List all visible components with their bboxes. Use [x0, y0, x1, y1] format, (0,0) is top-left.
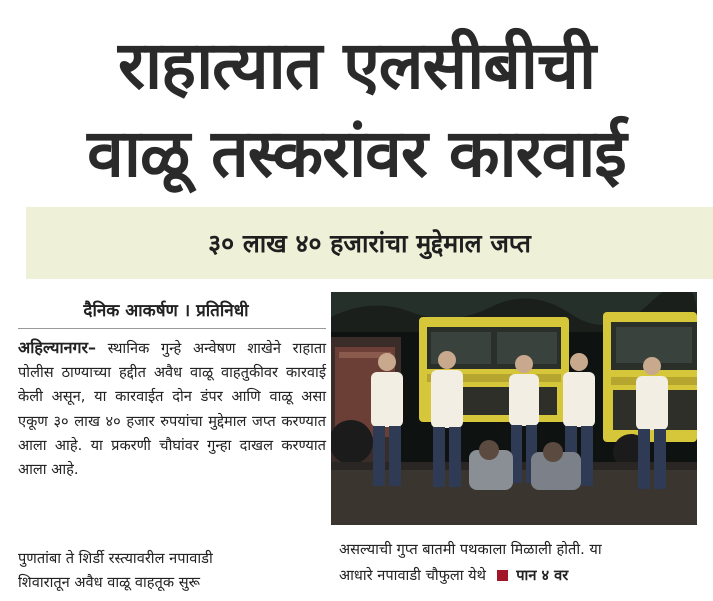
article-paragraph-2 — [18, 547, 326, 595]
dateline-place: अहिल्यानगर– — [18, 338, 97, 357]
byline-divider — [18, 328, 326, 329]
headline-line-1: राहात्यात एलसीबीची — [117, 27, 596, 104]
article-paragraph-2-line-1: पुणतांबा ते शिर्डी रस्त्यावरील नपावाडी — [18, 550, 213, 567]
news-photo-illustration — [331, 292, 697, 525]
jump-marker-icon — [497, 570, 508, 581]
caption-line-2-text: आधारे नपावाडी चौफुला येथे — [339, 567, 486, 584]
subheadline-band — [26, 207, 713, 279]
caption-line-2 — [339, 563, 709, 589]
headline-line-2: वाळू तस्करांवर कारवाई — [87, 115, 626, 192]
caption-line-1: असल्याची गुप्त बातमी पथकाला मिळाली होती. या — [339, 541, 602, 558]
article-paragraph-2-line-2: शिवारातून अवैध वाळू वाहतूक सुरू — [18, 574, 200, 592]
article-body — [18, 336, 326, 482]
headline — [0, 22, 713, 198]
photo-caption — [339, 537, 709, 589]
byline: दैनिक आकर्षण । प्रतिनिधी — [83, 301, 249, 321]
news-photo — [331, 292, 697, 525]
article-paragraph-1: स्थानिक गुन्हे अन्वेषण शाखेने राहाता पोलीस ठाण्याच्या हद्दीत अवैध वाळू वाहतुकीवर कारवाई केली असून, या कारवाईत दोन डंपर आणि वाळू असा एकूण ३० लाख ४० हजार रुपयांचा मुद्देमाल जप्त करण्यात आला आहे. या प्रकरणी चौघांवर गुन्हा दाखल करण्यात आला आहे. — [18, 340, 326, 479]
subheadline: ३० लाख ४० हजारांचा मुद्देमाल जप्त — [208, 229, 531, 258]
continued-on-page: पान ४ वर — [516, 567, 569, 584]
